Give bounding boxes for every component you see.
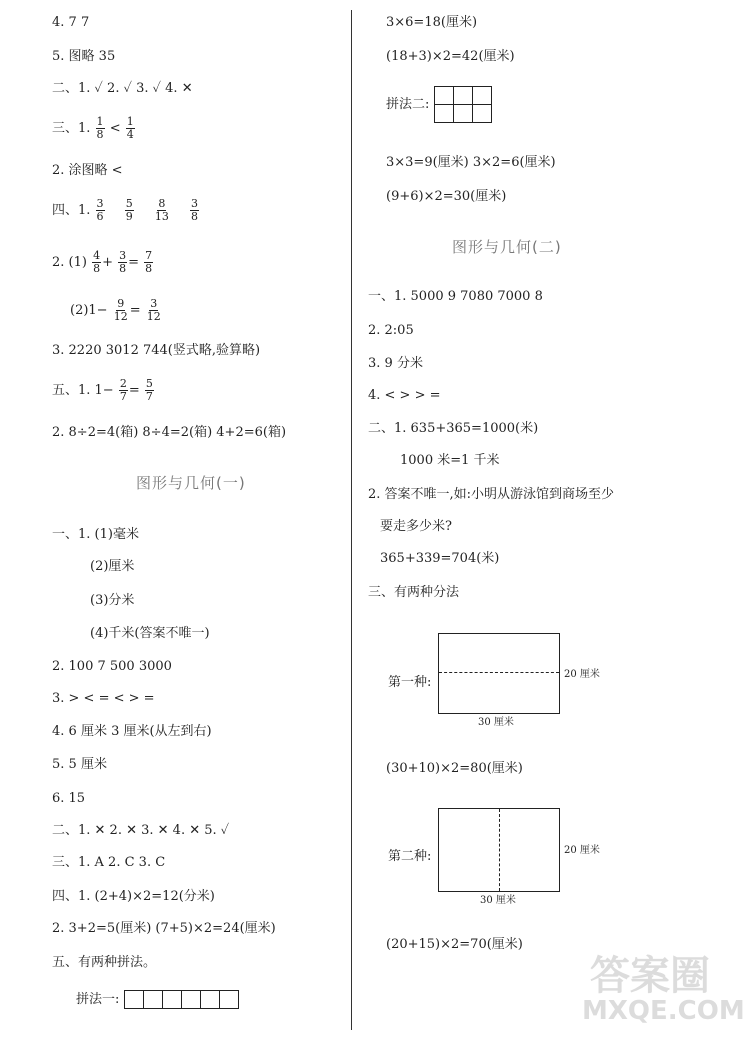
answer-line: (2)厘米 [90, 559, 135, 574]
answer-line: 3. 2220 3012 744(竖式略,验算略) [52, 343, 261, 358]
answer-line: 5. 图略 35 [52, 49, 116, 64]
fraction: $\frac{5}{7}$ [145, 377, 153, 403]
fraction-equation-line: 2. (1) $\frac{4}{8}$ + $\frac{3}{8}$ = $\frac{7}{8}$ [52, 249, 153, 275]
answer-line: 一、1. (1)毫米 [52, 527, 139, 542]
line-prefix: (2)1− [70, 303, 108, 318]
answer-line: 二、1. 635+365=1000(米) [368, 421, 539, 436]
arrangement-label: 拼法一: [76, 992, 120, 1007]
fraction-equation-line: 五、1. 1− $\frac{2}{7}$ = $\frac{5}{7}$ [52, 377, 153, 403]
fraction-compare-line [52, 116, 136, 141]
fraction: $\frac{1}{4}$ [126, 115, 134, 141]
answer-line: 五、有两种拼法。 [52, 955, 157, 970]
fraction: $\frac{8}{13}$ [154, 197, 169, 223]
diagram-one-rectangle [438, 633, 560, 714]
fraction: $\frac{3}{6}$ [96, 197, 104, 223]
answer-line: 二、1. ✓ 2. ✓ 3. ✓ 4. ✕ [52, 81, 193, 96]
answer-line: 3×6=18(厘米) [386, 15, 478, 30]
diagram-two-label: 第二种: [388, 849, 432, 864]
answer-line: (9+6)×2=30(厘米) [386, 189, 507, 204]
fraction: $\frac{7}{8}$ [145, 249, 153, 275]
diagram-one-side-label: 20 厘米 [564, 669, 600, 680]
answer-line: (18+3)×2=42(厘米) [386, 49, 515, 64]
answer-line: 二、1. ✕ 2. ✕ 3. ✕ 4. ✕ 5. ✓ [52, 823, 230, 838]
arrangement-label: 拼法二: [386, 97, 430, 112]
answer-line: 四、1. (2+4)×2=12(分米) [52, 889, 215, 904]
column-divider [351, 10, 352, 1030]
answer-line: 1000 米=1 千米 [400, 453, 500, 468]
answer-line: 6. 15 [52, 791, 86, 806]
fraction: $\frac{3}{8}$ [119, 249, 127, 275]
fraction: $\frac{3}{12}$ [146, 297, 161, 323]
answer-line: 三、有两种分法 [368, 585, 460, 600]
fraction-equation-line: (2)1− $\frac{9}{12}$ = $\frac{3}{12}$ [70, 297, 161, 323]
answer-line: (3)分米 [90, 593, 135, 608]
answer-line: 4. 6 厘米 3 厘米(从左到右) [52, 724, 212, 739]
diagram-two-bottom-label: 30 厘米 [480, 895, 516, 906]
line-prefix: 四、1. [52, 203, 91, 218]
operator: < [109, 121, 121, 136]
diagram-one-label: 第一种: [388, 675, 432, 690]
line-prefix: 2. (1) [52, 255, 87, 270]
fraction: $\frac{9}{12}$ [113, 297, 128, 323]
answer-line: 2. 3+2=5(厘米) (7+5)×2=24(厘米) [52, 921, 276, 936]
fraction: $\frac{1}{8}$ [96, 115, 104, 141]
answer-line: (20+15)×2=70(厘米) [386, 937, 523, 952]
answer-line: 4. < > > = [368, 388, 441, 403]
answer-line: 要走多少米? [380, 519, 452, 534]
answer-line: 2. 8÷2=4(箱) 8÷4=2(箱) 4+2=6(箱) [52, 425, 287, 440]
answer-line: 2. 2:05 [368, 323, 414, 338]
arrangement-one-grid [124, 990, 239, 1009]
answer-line: 3. 9 分米 [368, 356, 423, 371]
answer-line: 三、1. A 2. C 3. C [52, 855, 166, 870]
answer-line: 4. 7 7 [52, 15, 90, 30]
diagram-two-rectangle [438, 808, 560, 892]
diagram-one-bottom-label: 30 厘米 [478, 717, 514, 728]
answer-line: (30+10)×2=80(厘米) [386, 761, 523, 776]
answer-line: 2. 答案不唯一,如:小明从游泳馆到商场至少 [368, 487, 615, 502]
fraction-list-line [52, 198, 200, 223]
diagram-two-side-label: 20 厘米 [564, 845, 600, 856]
fraction: $\frac{3}{8}$ [190, 197, 198, 223]
diagram-two-dashed-split [499, 809, 500, 891]
fraction: $\frac{2}{7}$ [119, 377, 127, 403]
answer-line: 一、1. 5000 9 7080 7000 8 [368, 289, 543, 304]
line-prefix: 三、1. [52, 121, 91, 136]
line-prefix: 五、1. 1− [52, 383, 114, 398]
section-title: 图形与几何(一) [136, 474, 246, 492]
answer-line: (4)千米(答案不唯一) [90, 626, 210, 641]
section-title: 图形与几何(二) [452, 238, 562, 256]
answer-line: 3. > < = < > = [52, 691, 155, 706]
watermark-url: MXQE.COM [582, 996, 745, 1026]
arrangement-two [386, 86, 492, 123]
answer-line: 2. 涂图略 < [52, 163, 123, 178]
answer-line: 365+339=704(米) [380, 551, 500, 566]
answer-line: 2. 100 7 500 3000 [52, 659, 172, 674]
answer-line: 5. 5 厘米 [52, 757, 107, 772]
arrangement-one [76, 990, 239, 1009]
fraction: $\frac{5}{9}$ [125, 197, 133, 223]
answer-line: 3×3=9(厘米) 3×2=6(厘米) [386, 155, 556, 170]
diagram-one-dashed-split [439, 672, 559, 673]
watermark-logo: 答案圈 [590, 953, 710, 999]
fraction: $\frac{4}{8}$ [93, 249, 101, 275]
arrangement-two-grid [434, 86, 492, 123]
